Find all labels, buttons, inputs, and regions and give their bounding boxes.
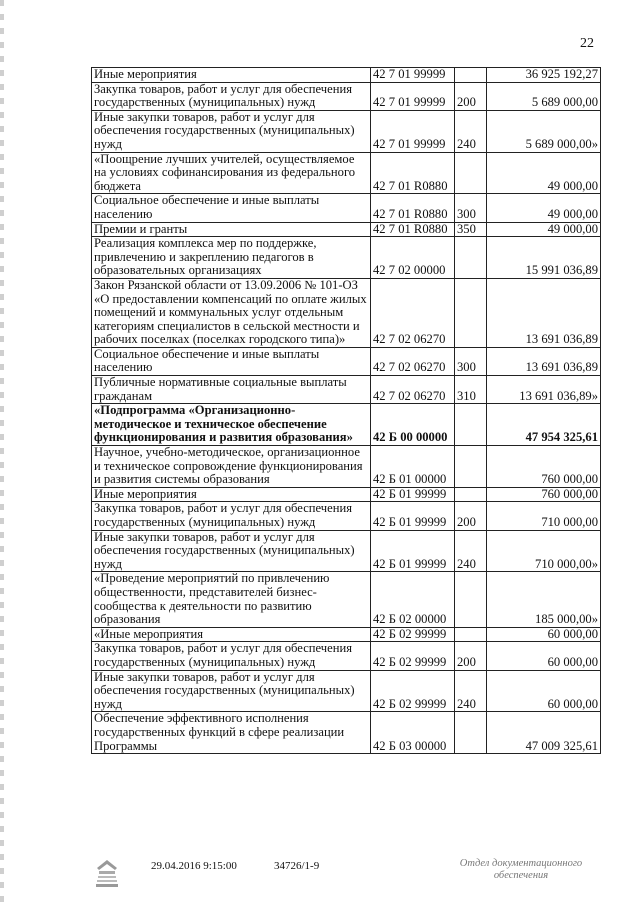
row-sum-cell: 47 009 325,61: [487, 712, 601, 754]
row-code-cell: 42 7 01 R0880: [371, 194, 455, 222]
row-type-cell: [455, 278, 487, 347]
table-row: [92, 347, 601, 375]
row-name-cell: Обеспечение эффективного исполнения государственных функций в сфере реализации Программы: [92, 712, 371, 754]
row-name-cell: Иные закупки товаров, работ и услуг для обеспечения государственных (муниципальных) нужд: [92, 670, 371, 712]
row-type-cell: 200: [455, 502, 487, 530]
row-name-cell: Закупка товаров, работ и услуг для обеспечения государственных (муниципальных) нужд: [92, 82, 371, 110]
row-code-cell: 42 Б 00 00000: [371, 404, 455, 446]
row-code-cell: 42 7 02 06270: [371, 347, 455, 375]
footer-date: 29.04.2016 9:15:00: [151, 860, 237, 872]
row-code-cell: 42 7 02 06270: [371, 376, 455, 404]
row-type-cell: [455, 446, 487, 488]
table-row: [92, 572, 601, 627]
row-sum-cell: 60 000,00: [487, 642, 601, 670]
row-sum-cell: 13 691 036,89: [487, 347, 601, 375]
row-code-cell: 42 7 01 99999: [371, 82, 455, 110]
row-type-cell: 240: [455, 110, 487, 152]
footer-department: Отдел документационного обеспечения: [459, 858, 583, 881]
row-type-cell: [455, 237, 487, 279]
row-sum-cell: 15 991 036,89: [487, 237, 601, 279]
row-code-cell: 42 7 02 06270: [371, 278, 455, 347]
row-sum-cell: 60 000,00: [487, 670, 601, 712]
row-code-cell: 42 Б 03 00000: [371, 712, 455, 754]
table-row: [92, 110, 601, 152]
row-type-cell: 200: [455, 642, 487, 670]
table-row: [92, 642, 601, 670]
row-sum-cell: 13 691 036,89»: [487, 376, 601, 404]
table-row: [92, 237, 601, 279]
row-code-cell: 42 Б 01 99999: [371, 502, 455, 530]
row-code-cell: 42 7 01 99999: [371, 68, 455, 83]
row-type-cell: [455, 627, 487, 642]
row-type-cell: [455, 487, 487, 502]
row-name-cell: «Иные мероприятия: [92, 627, 371, 642]
table-row: [92, 68, 601, 83]
row-type-cell: 240: [455, 670, 487, 712]
row-code-cell: 42 Б 02 99999: [371, 642, 455, 670]
table-row: [92, 502, 601, 530]
row-type-cell: [455, 404, 487, 446]
row-sum-cell: 5 689 000,00»: [487, 110, 601, 152]
row-name-cell: Закупка товаров, работ и услуг для обеспечения государственных (муниципальных) нужд: [92, 642, 371, 670]
row-code-cell: 42 7 01 R0880: [371, 222, 455, 237]
document-stamp-icon: [93, 858, 121, 890]
row-name-cell: Научное, учебно-методическое, организационное и техническое сопровождение функционирования и развития системы образования: [92, 446, 371, 488]
row-code-cell: 42 Б 01 99999: [371, 530, 455, 572]
row-code-cell: 42 Б 01 00000: [371, 446, 455, 488]
row-sum-cell: 710 000,00: [487, 502, 601, 530]
table-row: [92, 446, 601, 488]
row-sum-cell: 49 000,00: [487, 194, 601, 222]
row-sum-cell: 760 000,00: [487, 487, 601, 502]
row-sum-cell: 47 954 325,61: [487, 404, 601, 446]
row-code-cell: 42 7 01 R0880: [371, 152, 455, 194]
page-number: 22: [580, 36, 594, 51]
row-name-cell: Премии и гранты: [92, 222, 371, 237]
row-sum-cell: 36 925 192,27: [487, 68, 601, 83]
row-name-cell: «Проведение мероприятий по привлечению общественности, представителей бизнес-сообщества к деятельности по развитию образования: [92, 572, 371, 627]
row-code-cell: 42 Б 02 00000: [371, 572, 455, 627]
row-type-cell: [455, 152, 487, 194]
row-type-cell: [455, 712, 487, 754]
row-name-cell: Публичные нормативные социальные выплаты гражданам: [92, 376, 371, 404]
row-type-cell: [455, 572, 487, 627]
row-name-cell: Социальное обеспечение и иные выплаты населению: [92, 347, 371, 375]
table-row: [92, 670, 601, 712]
row-name-cell: Реализация комплекса мер по поддержке, привлечению и закреплению педагогов в образовательных организациях: [92, 237, 371, 279]
table-row: [92, 376, 601, 404]
budget-table-body: [92, 68, 601, 754]
table-row: [92, 712, 601, 754]
budget-table: [91, 67, 601, 754]
table-row: [92, 194, 601, 222]
row-name-cell: Иные закупки товаров, работ и услуг для обеспечения государственных (муниципальных) нужд: [92, 530, 371, 572]
page-footer: [0, 858, 640, 898]
table-row: [92, 82, 601, 110]
row-sum-cell: 5 689 000,00: [487, 82, 601, 110]
row-name-cell: Иные мероприятия: [92, 487, 371, 502]
table-row: [92, 530, 601, 572]
row-code-cell: 42 7 02 00000: [371, 237, 455, 279]
row-sum-cell: 710 000,00»: [487, 530, 601, 572]
row-sum-cell: 13 691 036,89: [487, 278, 601, 347]
row-sum-cell: 60 000,00: [487, 627, 601, 642]
row-code-cell: 42 7 01 99999: [371, 110, 455, 152]
row-type-cell: 300: [455, 194, 487, 222]
scan-edge: [0, 0, 4, 905]
row-type-cell: 200: [455, 82, 487, 110]
row-name-cell: Иные мероприятия: [92, 68, 371, 83]
row-type-cell: 300: [455, 347, 487, 375]
row-sum-cell: 49 000,00: [487, 152, 601, 194]
row-code-cell: 42 Б 02 99999: [371, 670, 455, 712]
row-type-cell: [455, 68, 487, 83]
table-row: [92, 627, 601, 642]
table-row: [92, 487, 601, 502]
row-sum-cell: 760 000,00: [487, 446, 601, 488]
row-name-cell: «Поощрение лучших учителей, осуществляемое на условиях софинансирования из федерального бюджета: [92, 152, 371, 194]
row-code-cell: 42 Б 01 99999: [371, 487, 455, 502]
row-name-cell: Закупка товаров, работ и услуг для обеспечения государственных (муниципальных) нужд: [92, 502, 371, 530]
row-name-cell: Социальное обеспечение и иные выплаты населению: [92, 194, 371, 222]
row-sum-cell: 49 000,00: [487, 222, 601, 237]
row-sum-cell: 185 000,00»: [487, 572, 601, 627]
row-code-cell: 42 Б 02 99999: [371, 627, 455, 642]
row-name-cell: Иные закупки товаров, работ и услуг для обеспечения государственных (муниципальных) нужд: [92, 110, 371, 152]
table-row: [92, 152, 601, 194]
footer-doc-number: 34726/1-9: [274, 860, 320, 872]
table-row: [92, 278, 601, 347]
table-row: [92, 222, 601, 237]
row-type-cell: 310: [455, 376, 487, 404]
table-row: [92, 404, 601, 446]
row-type-cell: 240: [455, 530, 487, 572]
row-name-cell: «Подпрограмма «Организационно-методическое и техническое обеспечение функционирования и развития образования»: [92, 404, 371, 446]
row-type-cell: 350: [455, 222, 487, 237]
row-name-cell: Закон Рязанской области от 13.09.2006 № 101-ОЗ «О предоставлении компенсаций по оплате жилых помещений и коммунальных услуг отдельным категориям специалистов в сельской местности и рабочих поселках (поселках городского типа)»: [92, 278, 371, 347]
